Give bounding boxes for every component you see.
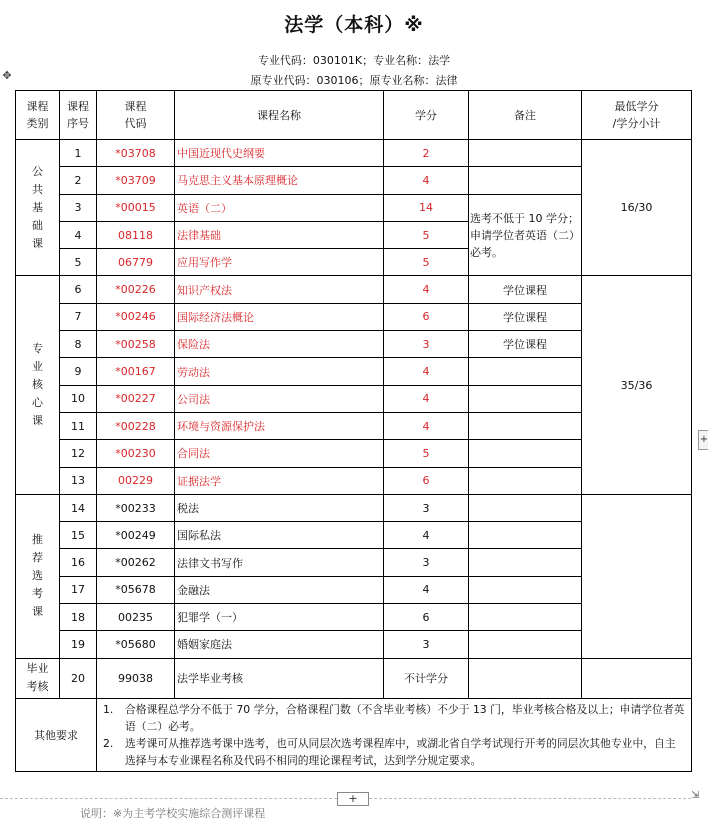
cell-seq: 5 [60,249,97,276]
header-credit: 学分 [384,91,469,140]
cell-code: *03709 [97,167,175,194]
requirement-text: 合格课程总学分不低于 70 学分，合格课程门数（不含毕业考核）不少于 13 门，毕业考核合格及以上；申请学位者英语（二）必考。 [125,702,685,733]
cell-seq: 7 [60,303,97,330]
major-code-line: 专业代码：030101K；专业名称：法学 [257,54,451,67]
cell-seq: 11 [60,412,97,439]
table-row [16,140,692,167]
cell-note-public: 选考不低于 10 学分；申请学位者英语（二）必考。 [469,194,582,276]
category-other: 其他要求 [16,698,97,771]
cell-code: 00235 [97,604,175,631]
header-code: 课程 代码 [97,91,175,140]
cell-name: 婚姻家庭法 [175,631,384,658]
cell-name: 环境与资源保护法 [175,412,384,439]
course-table [15,90,692,772]
cell-name: 金融法 [175,576,384,603]
cell-code: *00167 [97,358,175,385]
cell-name: 英语（二） [175,194,384,221]
cell-name: 劳动法 [175,358,384,385]
add-row-button[interactable]: + [337,792,369,806]
cell-credit: 3 [384,549,469,576]
move-cross-icon[interactable]: ✥ [2,69,12,82]
cell-code: *00015 [97,194,175,221]
cell-seq: 13 [60,467,97,494]
cell-seq: 15 [60,522,97,549]
former-major-code-line: 原专业代码：030106；原专业名称：法律 [250,74,458,87]
page-title: 法学（本科）※ [284,14,424,36]
header-min-credit: 最低学分 /学分小计 [582,91,692,140]
cell-note [469,412,582,439]
cell-credit: 4 [384,576,469,603]
table-row [16,276,692,303]
category-public: 公 共 基 础 课 [16,140,60,276]
cell-note [469,358,582,385]
cell-seq: 10 [60,385,97,412]
cell-note [469,140,582,167]
cell-name: 犯罪学（一） [175,604,384,631]
cell-code: *00233 [97,494,175,521]
cell-credit: 不计学分 [384,658,469,698]
cell-name: 公司法 [175,385,384,412]
cell-credit: 4 [384,276,469,303]
cell-name: 马克思主义基本原理概论 [175,167,384,194]
cell-note [469,658,582,698]
cell-name: 国际私法 [175,522,384,549]
requirement-item [99,701,685,735]
cell-code: *00262 [97,549,175,576]
cell-credit: 2 [384,140,469,167]
cell-code: *00246 [97,303,175,330]
cell-code: *00227 [97,385,175,412]
cell-credit: 6 [384,604,469,631]
cell-note [469,385,582,412]
cell-name: 税法 [175,494,384,521]
header-name: 课程名称 [175,91,384,140]
cell-note [469,631,582,658]
requirement-text: 选考课可从推荐选考课中选考，也可从同层次选考课程库中，或湖北省自学考试现行开考的同层次其他专业中，自主选择与本专业课程名称及代码不相同的理论课程考试，达到学分规定要求。 [125,736,676,767]
requirement-item [99,735,685,769]
cell-seq: 19 [60,631,97,658]
cell-credit: 5 [384,440,469,467]
header-category: 课程 类别 [16,91,60,140]
cell-name: 法律文书写作 [175,549,384,576]
cell-note [469,522,582,549]
cell-min-public: 16/30 [582,140,692,276]
cell-credit: 4 [384,358,469,385]
cell-seq: 4 [60,221,97,248]
cell-min-core: 35/36 [582,276,692,494]
cell-code: 99038 [97,658,175,698]
cell-note: 学位课程 [469,303,582,330]
cell-name: 中国近现代史纲要 [175,140,384,167]
table-row [16,494,692,521]
cell-note [469,576,582,603]
cell-note [469,167,582,194]
cell-credit: 5 [384,249,469,276]
cell-credit: 4 [384,385,469,412]
cell-seq: 14 [60,494,97,521]
table-row-other [16,698,692,771]
category-graduation: 毕业 考核 [16,658,60,698]
cell-credit: 3 [384,631,469,658]
cell-requirements [97,698,692,771]
cell-note [469,604,582,631]
table-bottom-edge [0,798,337,799]
cell-note [469,549,582,576]
cell-min [582,658,692,698]
cell-note [469,440,582,467]
table-bottom-edge-right [369,798,691,799]
cell-seq: 12 [60,440,97,467]
requirement-number: 1. [103,702,114,716]
cell-credit: 4 [384,412,469,439]
cell-min-elective [582,494,692,658]
cell-seq: 6 [60,276,97,303]
cell-code: *05680 [97,631,175,658]
cell-credit: 6 [384,303,469,330]
cell-seq: 17 [60,576,97,603]
cell-code: 06779 [97,249,175,276]
cell-code: *05678 [97,576,175,603]
cell-seq: 16 [60,549,97,576]
cell-name: 应用写作学 [175,249,384,276]
cell-code: *00226 [97,276,175,303]
cell-code: *03708 [97,140,175,167]
cell-code: *00230 [97,440,175,467]
requirement-number: 2. [103,736,114,750]
cell-credit: 3 [384,494,469,521]
cell-credit: 5 [384,221,469,248]
cell-code: *00258 [97,331,175,358]
cell-credit: 14 [384,194,469,221]
cell-name: 证据法学 [175,467,384,494]
resize-handle-icon[interactable]: ⇲ [691,790,700,801]
cell-name: 法学毕业考核 [175,658,384,698]
cell-name: 国际经济法概论 [175,303,384,330]
cell-credit: 4 [384,522,469,549]
cell-seq: 3 [60,194,97,221]
cell-code: *00228 [97,412,175,439]
cell-code: 00229 [97,467,175,494]
cell-name: 保险法 [175,331,384,358]
cell-note: 学位课程 [469,276,582,303]
cell-note [469,494,582,521]
cell-code: *00249 [97,522,175,549]
cell-seq: 20 [60,658,97,698]
cell-seq: 18 [60,604,97,631]
cell-seq: 9 [60,358,97,385]
category-elective: 推 荐 选 考 课 [16,494,60,658]
table-row-graduation [16,658,692,698]
cell-credit: 4 [384,167,469,194]
cell-code: 08118 [97,221,175,248]
cell-seq: 1 [60,140,97,167]
footnote-text: 说明：※为主考学校实施综合测评课程 [80,807,266,820]
cell-note: 学位课程 [469,331,582,358]
cell-credit: 6 [384,467,469,494]
header-seq: 课程 序号 [60,91,97,140]
cell-name: 法律基础 [175,221,384,248]
cell-seq: 2 [60,167,97,194]
cell-credit: 3 [384,331,469,358]
cell-seq: 8 [60,331,97,358]
header-note: 备注 [469,91,582,140]
category-core: 专 业 核 心 课 [16,276,60,494]
cell-name: 知识产权法 [175,276,384,303]
header-row [16,91,692,140]
add-column-button[interactable]: + [698,430,708,450]
cell-note [469,467,582,494]
cell-name: 合同法 [175,440,384,467]
